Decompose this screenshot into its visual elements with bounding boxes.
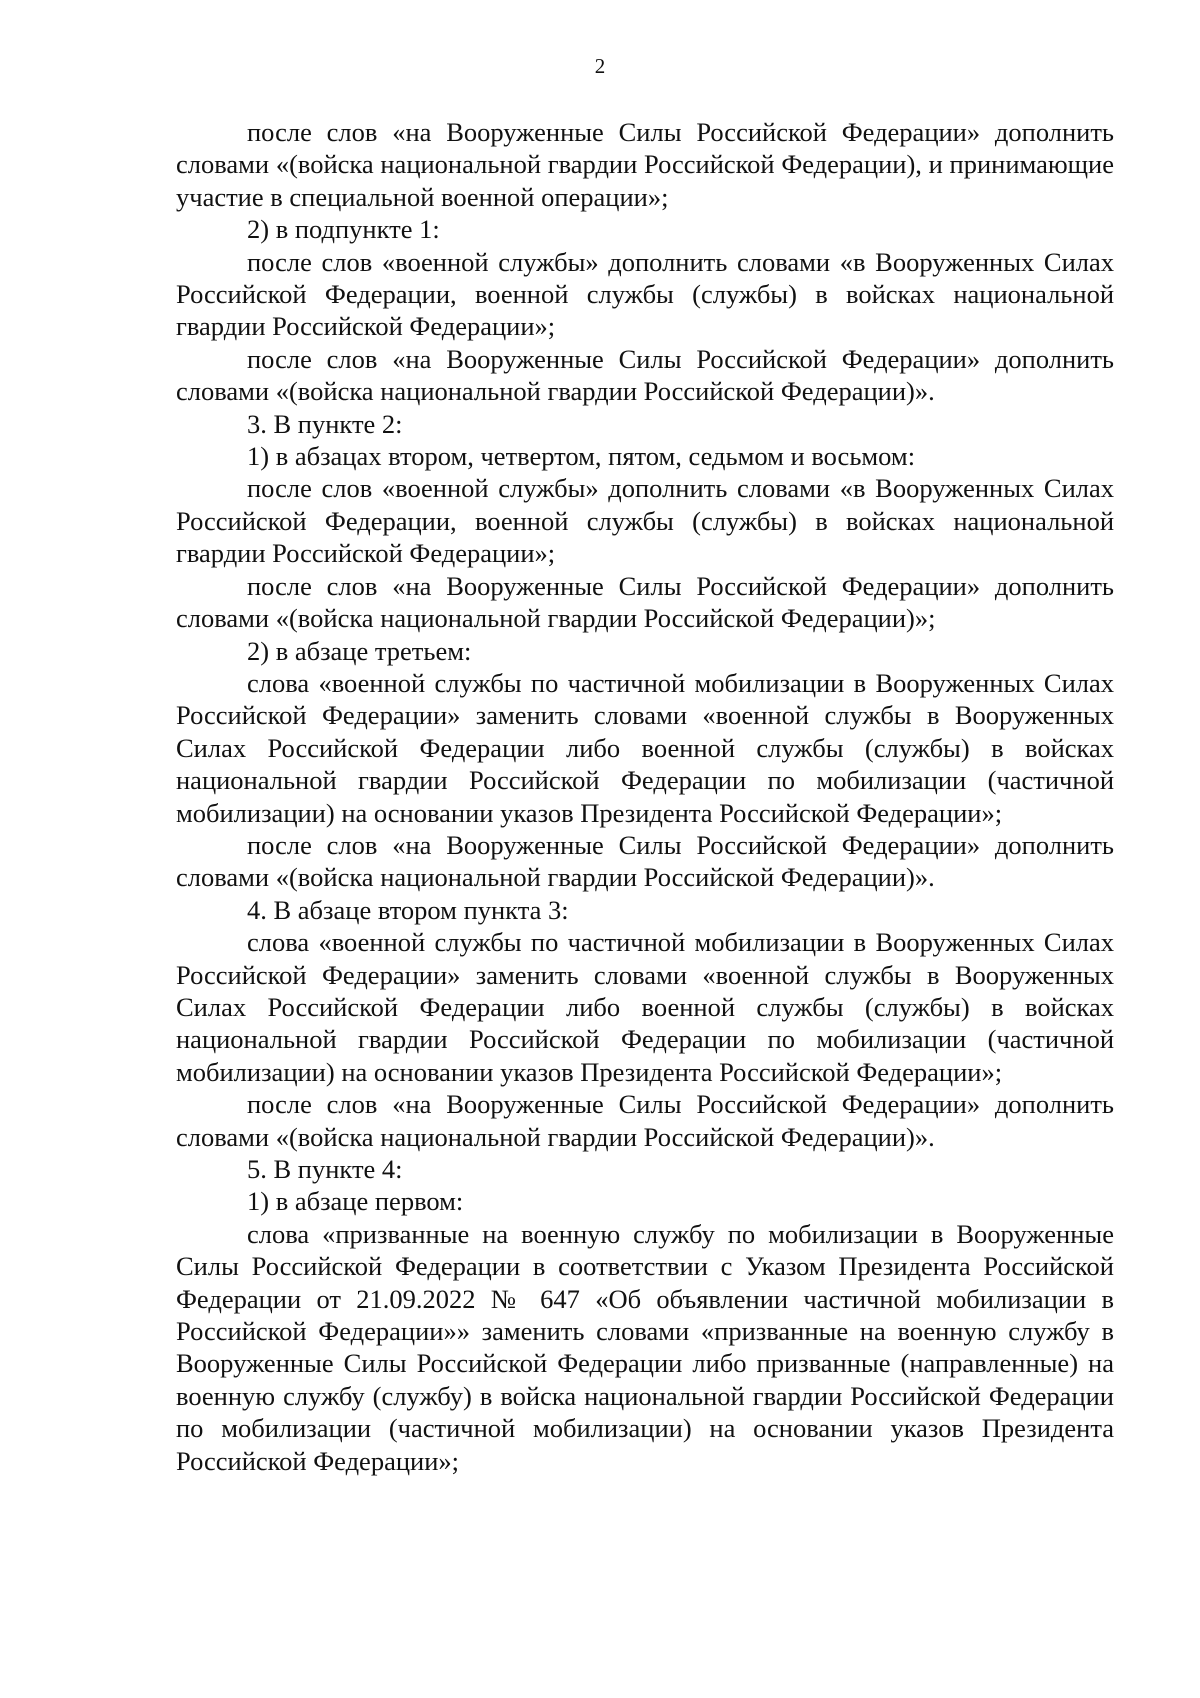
paragraph: слова «военной службы по частичной мобилизации в Вооруженных Силах Российской Федерации» заменить словами «военной службы в Вооруженных Силах Российской Федерации либо военной службы (службы) в войсках национальной гвардии Российской Федерации по мобилизации (частичной мобилизации) на основании указов Президента Российской Федерации»; (176, 667, 1114, 828)
paragraph: 2) в абзаце третьем: (247, 635, 472, 666)
paragraph: 4. В абзаце втором пункта 3: (247, 894, 569, 925)
paragraph: после слов «на Вооруженные Силы Российской Федерации» дополнить словами «(войска национальной гвардии Российской Федерации)». (176, 343, 1114, 407)
paragraph: после слов «на Вооруженные Силы Российской Федерации» дополнить словами «(войска национальной гвардии Российской Федерации), и принимающие участие в специальной военной операции»; (176, 117, 1114, 212)
paragraph: после слов «на Вооруженные Силы Российской Федерации» дополнить словами «(войска национальной гвардии Российской Федерации)»; (176, 570, 1114, 634)
paragraph: слова «призванные на военную службу по мобилизации в Вооруженные Силы Российской Федерации в соответствии с Указом Президента Российской Федерации от 21.09.2022 № 647 «Об объявлении частичной мобилизации в Российской Федерации»» заменить словами «призванные на военную службу в Вооруженные Силы Российской Федерации либо призванные (направленные) на военную службу (службу) в войска национальной гвардии Российской Федерации по мобилизации (частичной мобилизации) на основании указов Президента Российской Федерации»; (176, 1218, 1114, 1476)
paragraph: 1) в абзаце первом: (247, 1186, 464, 1217)
paragraph: 5. В пункте 4: (247, 1154, 403, 1184)
paragraph: после слов «военной службы» дополнить словами «в Вооруженных Силах Российской Федерации, военной службы (службы) в войсках национальной гвардии Российской Федерации»; (176, 246, 1114, 342)
paragraph: слова «военной службы по частичной мобилизации в Вооруженных Силах Российской Федерации» заменить словами «военной службы в Вооруженных Силах Российской Федерации либо военной службы (службы) в войсках национальной гвардии Российской Федерации по мобилизации (частичной мобилизации) на основании указов Президента Российской Федерации»; (176, 927, 1114, 1087)
paragraph: после слов «военной службы» дополнить словами «в Вооруженных Силах Российской Федерации, военной службы (службы) в войсках национальной гвардии Российской Федерации»; (176, 473, 1114, 569)
paragraph: после слов «на Вооруженные Силы Российской Федерации» дополнить словами «(войска национальной гвардии Российской Федерации)». (176, 1089, 1114, 1152)
document-body (176, 116, 1114, 1477)
page-number: 2 (594, 54, 606, 78)
paragraph: 3. В пункте 2: (247, 408, 403, 439)
paragraph: 2) в подпункте 1: (247, 214, 440, 245)
paragraph: 1) в абзацах втором, четвертом, пятом, седьмом и восьмом: (247, 441, 916, 472)
paragraph: после слов «на Вооруженные Силы Российской Федерации» дополнить словами «(войска национальной гвардии Российской Федерации)». (176, 829, 1114, 893)
